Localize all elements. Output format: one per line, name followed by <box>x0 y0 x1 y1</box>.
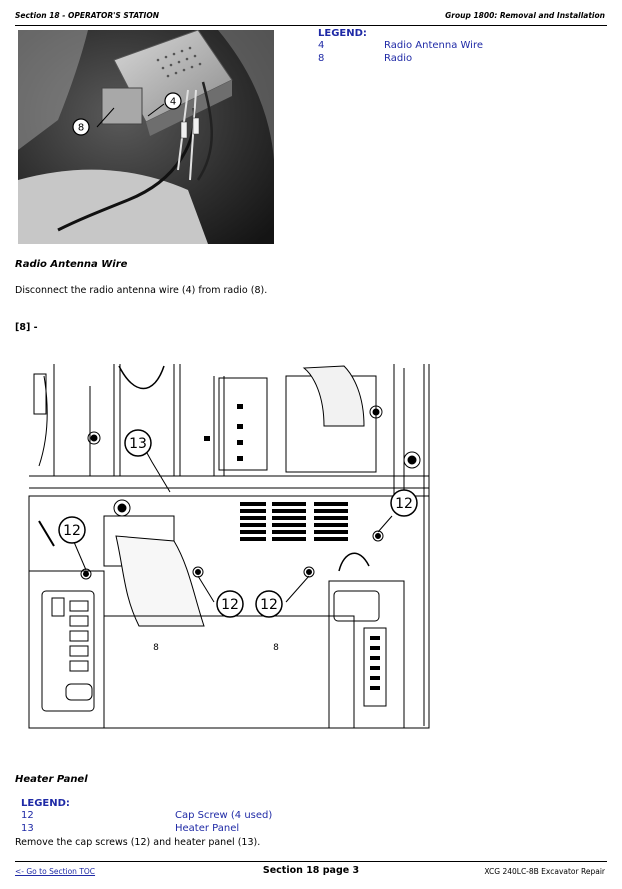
mark-8: 8 <box>153 643 159 653</box>
legend-description: Radio Antenna Wire <box>384 40 484 51</box>
page-number: Section 18 page 3 <box>262 865 360 876</box>
legend-number: 13 <box>21 823 34 834</box>
mark-8: 8 <box>273 643 279 653</box>
legend-item <box>318 52 413 65</box>
callout-12: 12 <box>260 597 278 613</box>
radio-legend <box>318 28 484 65</box>
heater-legend <box>21 798 341 835</box>
legend-number: 4 <box>318 40 325 51</box>
svg-text:4: 4 <box>169 96 177 108</box>
heater-panel-drawing <box>24 356 436 734</box>
document-title: XCG 240LC-8B Excavator Repair <box>484 867 605 876</box>
legend-number: 8 <box>318 53 325 64</box>
callout-13: 13 <box>129 436 147 452</box>
section-header: Section 18 - OPERATOR'S STATION <box>15 11 159 20</box>
legend-number: 12 <box>21 810 34 821</box>
heater-instruction: Remove the cap screws (12) and heater panel (13). <box>15 837 261 848</box>
legend-item <box>318 39 484 52</box>
callout-12: 12 <box>63 523 81 539</box>
legend-title: LEGEND: <box>318 28 367 39</box>
svg-text:8: 8 <box>77 122 85 134</box>
legend-title: LEGEND: <box>21 798 70 809</box>
go-to-section-toc-link[interactable]: <- Go to Section TOC <box>15 867 96 876</box>
radio-photo <box>18 30 274 244</box>
header-divider <box>15 25 607 26</box>
radio-instruction: Disconnect the radio antenna wire (4) from radio (8). <box>15 285 268 296</box>
callout-12: 12 <box>221 597 239 613</box>
legend-item <box>21 809 341 822</box>
callout-12: 12 <box>395 496 413 512</box>
callout-8 <box>73 119 89 135</box>
heater-panel-title: Heater Panel <box>15 774 88 785</box>
step-number: [8] - <box>15 322 38 333</box>
legend-item <box>21 822 341 835</box>
callout-4 <box>165 93 181 109</box>
radio-antenna-title: Radio Antenna Wire <box>15 259 128 270</box>
footer-divider <box>15 861 607 862</box>
legend-description: Cap Screw (4 used) <box>175 810 273 821</box>
legend-description: Radio <box>384 53 413 64</box>
legend-description: Heater Panel <box>175 823 240 834</box>
group-header: Group 1800: Removal and Installation <box>445 11 605 20</box>
